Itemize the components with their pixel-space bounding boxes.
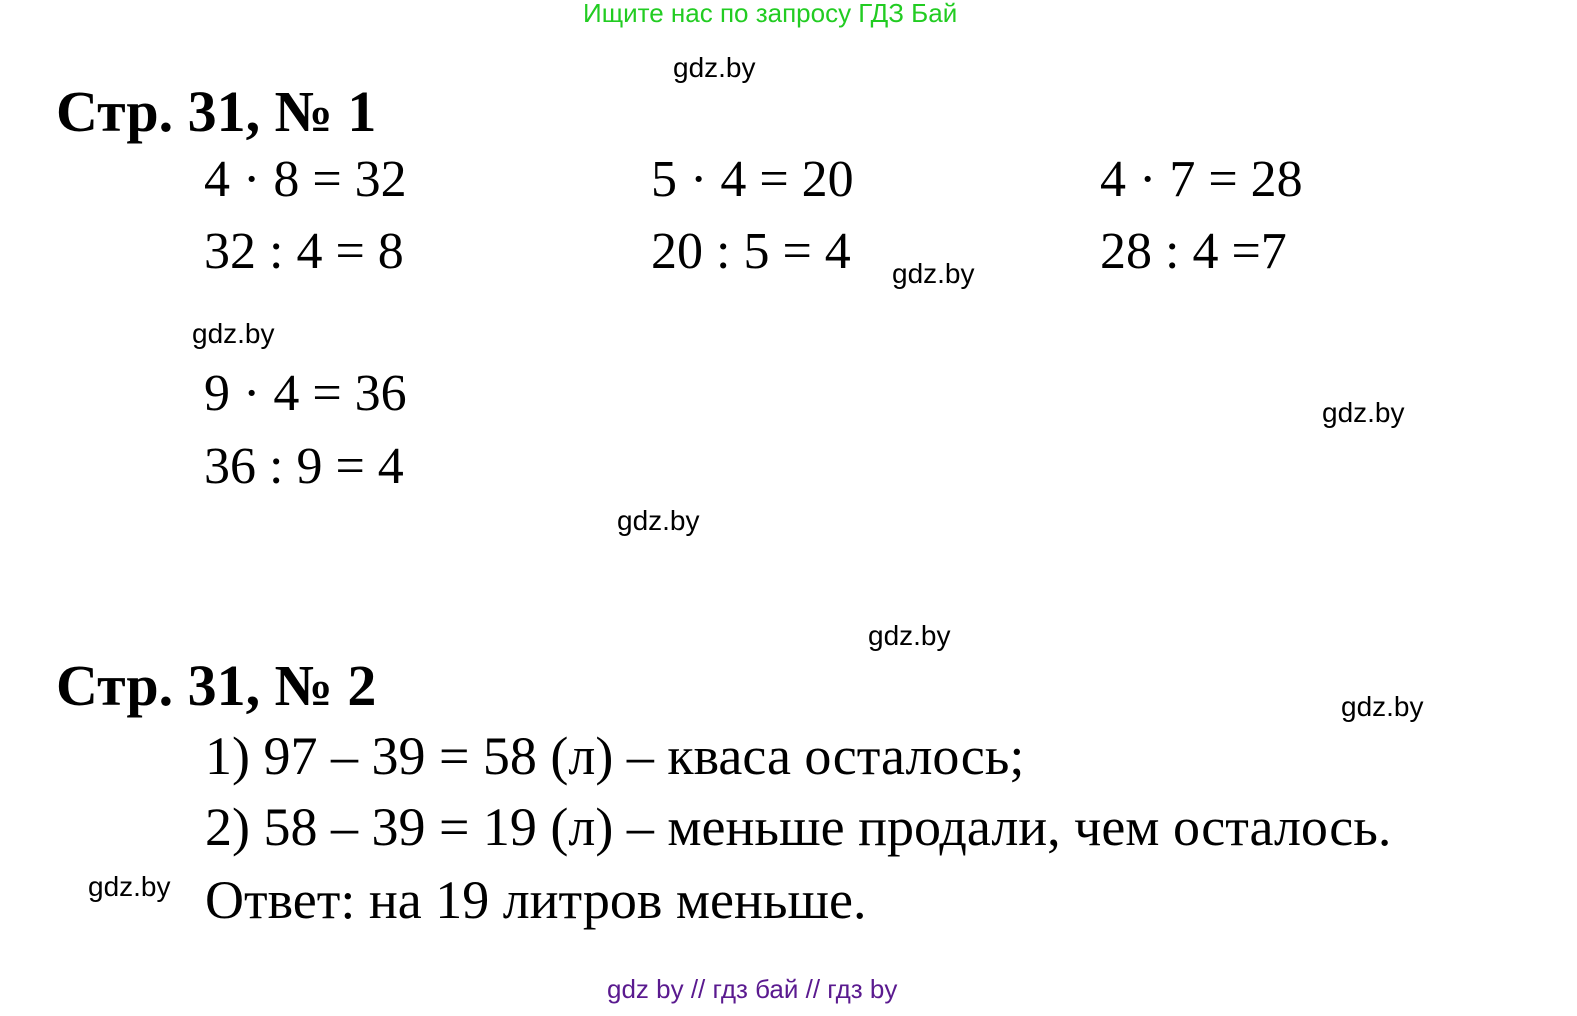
watermark: gdz.by xyxy=(1322,397,1405,428)
watermark: gdz.by xyxy=(88,871,171,902)
answer-line: Ответ: на 19 литров меньше. xyxy=(205,870,867,930)
equation: 32 : 4 = 8 xyxy=(204,223,404,280)
solution-line: 2) 58 – 39 = 19 (л) – меньше продали, чем осталось. xyxy=(205,797,1392,857)
equation: 4 · 7 = 28 xyxy=(1100,151,1303,208)
task1-heading: Стр. 31, № 1 xyxy=(56,79,377,144)
watermark: gdz.by xyxy=(192,318,275,349)
watermark: gdz.by xyxy=(868,620,951,651)
footer-links: gdz by // гдз бай // гдз by xyxy=(607,974,898,1004)
solution-line: 1) 97 – 39 = 58 (л) – кваса осталось; xyxy=(205,726,1025,786)
watermark: gdz.by xyxy=(1341,691,1424,722)
equation: 5 · 4 = 20 xyxy=(651,151,854,208)
equation: 9 · 4 = 36 xyxy=(204,365,407,422)
watermark: gdz.by xyxy=(617,505,700,536)
equation: 20 : 5 = 4 xyxy=(651,223,851,280)
task2-heading: Стр. 31, № 2 xyxy=(56,653,377,718)
equation: 28 : 4 =7 xyxy=(1100,223,1287,280)
equation: 4 · 8 = 32 xyxy=(204,151,407,208)
search-banner: Ищите нас по запросу ГДЗ Бай xyxy=(583,0,958,28)
equation: 36 : 9 = 4 xyxy=(204,438,404,495)
watermark: gdz.by xyxy=(892,258,975,289)
watermark: gdz.by xyxy=(673,52,756,83)
